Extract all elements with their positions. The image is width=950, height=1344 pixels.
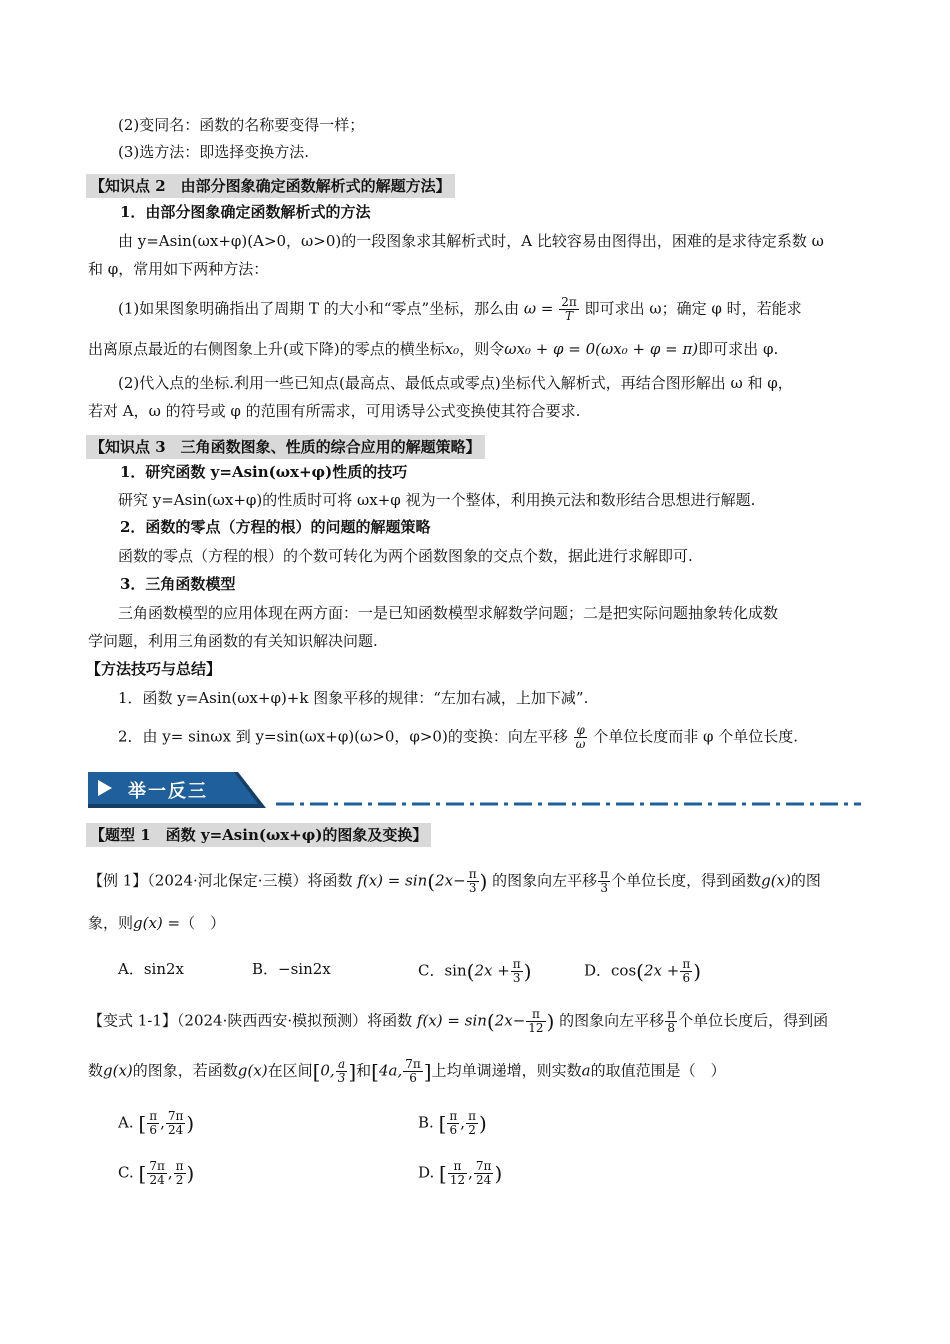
fraction [474,1160,494,1187]
question [88,1008,828,1035]
fraction [447,1110,459,1137]
denominator: 2 [468,1123,476,1137]
paren: ) [523,959,532,984]
text: 出离原点最近的右侧图象上升(或下降)的零点的横坐标 [88,340,445,358]
numerator: π [667,1007,676,1021]
paren: ) [693,959,702,984]
fraction [466,1110,478,1137]
option-b[interactable]: B．−sin2x [252,960,331,978]
paragraph: 三角函数模型的应用体现在两方面：一是已知函数模型求解数学问题；二是把实际问题抽象转化成数 [118,604,779,622]
text: 个单位长度而非 φ 个单位长度. [593,727,799,746]
numerator: π [468,1109,476,1123]
paren: ( [466,959,475,984]
text: 的图 [790,871,821,890]
paren: ) [479,869,488,894]
fraction [559,296,579,323]
denominator: 3 [468,881,477,895]
text: 在区间 [267,1061,313,1080]
text: 的取值范围是（ ） [590,1061,726,1080]
denominator: T [565,309,574,323]
bracket: [ [138,1161,147,1186]
fraction [665,1008,677,1035]
fraction [166,1110,186,1137]
math: 2x + [474,961,510,980]
denominator: 3 [600,881,608,895]
math: g(x) [761,871,791,890]
paragraph: 1．函数 y=Asin(ωx+φ)+k 图象平移的规律：“左加右减，上加下减”. [118,689,589,707]
text: 【变式 1-1】（2024·陕西西安·模拟预测）将函数 [88,1011,413,1030]
paren: ) [546,1009,555,1034]
fraction [526,1008,545,1035]
numerator: 7π [475,1159,492,1173]
text: C．sin [418,961,467,980]
numerator: π [448,1160,467,1174]
denominator: 3 [512,971,521,985]
numerator: π [468,867,477,881]
text: 和 [356,1061,372,1080]
numerator: π [449,1109,458,1123]
math: x₀ [444,340,460,358]
text-line: (3)选方法：即选择变换方法. [118,143,310,161]
option-a[interactable]: A. [ $\frac{\pi}{6}$ , $\frac{7\pi}{24}$ ) [118,1109,195,1137]
text-line: (2)变同名：函数的名称要变得一样； [118,116,365,134]
denominator: 6 [149,1123,157,1137]
fraction [336,1058,348,1085]
fraction [680,958,692,985]
denominator: 24 [476,1173,492,1187]
paragraph [118,296,802,323]
math: ω = [523,299,554,318]
text: 即可求出 φ. [698,340,779,358]
text: 象，则 [88,914,134,932]
math: 0, [320,1061,335,1080]
subheading: 1．研究函数 y=Asin(ωx+φ)性质的技巧 [120,463,408,481]
numerator: 7π [405,1057,421,1071]
math: 2x− [435,871,466,890]
math: f(x) = sin [416,1011,487,1030]
bracket: [ [371,1059,379,1084]
numerator: 2π [561,295,577,309]
numerator: π [175,1159,184,1173]
option-a[interactable]: A．sin2x [118,960,184,978]
math: ωx₀ + φ = 0(ωx₀ + φ = π) [504,340,699,358]
text: 的图象，若函数 [132,1061,238,1080]
paragraph: 研究 y=Asin(ωx+φ)的性质时可将 ωx+φ 视为一个整体，利用换元法和数形结合思想进行解题. [118,491,756,509]
numerator: π [512,957,521,971]
denominator: 12 [528,1021,544,1035]
fraction [147,1110,159,1137]
fraction [467,868,479,895]
question [88,868,821,895]
option-b[interactable]: B. [ $\frac{\pi}{6}$ , $\frac{\pi}{2}$ ) [418,1109,487,1137]
bracket: ] [348,1059,357,1084]
paren: ( [486,1009,495,1034]
denominator: 24 [149,1173,165,1187]
math: 4a, [378,1061,403,1080]
text: 数 [88,1061,104,1080]
option-d[interactable] [584,958,701,985]
math: a [581,1061,591,1080]
subheading: 3．三角函数模型 [120,575,236,593]
math: g(x) [103,1061,133,1080]
bracket: ) [494,1161,503,1186]
paragraph: 和 φ，常用如下两种方法： [88,260,269,278]
text: C. [118,1163,134,1182]
option-d[interactable]: D. [ $\frac{\pi}{12}$ , $\frac{7\pi}{24}$ ) [418,1159,503,1187]
paragraph: (2)代入点的坐标.利用一些已知点(最高点、最低点或零点)坐标代入解析式，再结合图形解出 ω 和 φ， [118,374,793,392]
question [88,912,225,934]
option-c[interactable]: C. [ $\frac{7\pi}{24}$ , $\frac{\pi}{2}$ ) [118,1159,195,1187]
denominator: ω [575,737,586,751]
paragraph: 若对 A，ω 的符号或 φ 的范围有所需求，可用诱导公式变换使其符合要求. [88,402,581,420]
numerator: a [336,1058,348,1072]
bracket: [ [312,1059,321,1084]
paragraph [88,338,778,360]
numerator: φ [574,724,588,738]
text: 即可求出 ω；确定 φ 时，若能求 [584,299,802,318]
numerator: π [149,1109,158,1123]
fraction [574,724,588,751]
math: 2x + [643,961,680,980]
denominator: 24 [168,1123,184,1137]
bracket: ) [478,1111,487,1136]
fraction [174,1160,186,1187]
paren: ( [427,869,436,894]
section-heading: 【题型 1 函数 y=Asin(ωx+φ)的图象及变换】 [86,823,431,847]
numerator: π [526,1008,545,1022]
banner-label: 举一反三 [128,781,208,802]
numerator: π [600,867,609,881]
text: A. [118,1113,134,1132]
section-heading: 【方法技巧与总结】 [86,660,222,678]
denominator: 6 [409,1071,417,1085]
text: (1)如果图象明确指出了周期 T 的大小和“零点”坐标，那么由 [118,299,520,318]
math: f(x) = sin [357,871,428,890]
bracket: ) [186,1111,195,1136]
math: g(x) = [133,914,181,932]
numerator: π [682,957,691,971]
paragraph: 学问题，利用三角函数的有关知识解决问题. [88,632,378,650]
question [88,1058,726,1085]
text: 的图象向左平移 [492,871,598,890]
fraction [147,1160,167,1187]
subheading: 1．由部分图象确定函数解析式的方法 [120,203,371,221]
denominator: 6 [682,971,691,985]
bracket: [ [439,1161,447,1186]
numerator: 7π [149,1159,165,1173]
text: 个单位长度后，得到函 [678,1011,829,1030]
denominator: 8 [667,1021,675,1035]
denominator: 6 [449,1123,458,1137]
fraction [511,958,523,985]
math: 2x− [494,1011,526,1030]
bracket: [ [438,1111,447,1136]
fraction [598,868,610,895]
text: （ ） [180,914,226,932]
text: D. [418,1163,435,1182]
text: B. [418,1113,434,1132]
paragraph [118,724,798,751]
numerator: 7π [167,1109,184,1123]
subheading: 2．函数的零点（方程的根）的问题的解题策略 [120,518,431,536]
text: 【例 1】（2024·河北保定·三模）将函数 [88,871,353,890]
denominator: 3 [337,1071,346,1085]
bracket: [ [138,1111,147,1136]
paragraph: 由 y=Asin(ωx+φ)(A>0，ω>0)的一段图象求其解析式时，A 比较容易由图得出，困难的是求待定系数 ω [118,232,824,250]
denominator: 2 [175,1173,184,1187]
math: g(x) [237,1061,268,1080]
denominator: 12 [449,1173,466,1187]
text: 个单位长度，得到函数 [611,871,762,890]
bracket: ] [423,1059,432,1084]
text: D．cos [584,961,637,980]
dash-divider [276,800,861,808]
text: 2．由 y= sinωx 到 y=sin(ωx+φ)(ω>0，φ>0)的变换：向左平移 [118,727,568,746]
text: ，则令 [459,340,505,358]
paren: ( [636,959,644,984]
section-heading: 【知识点 3 三角函数图象、性质的综合应用的解题策略】 [86,435,485,459]
paragraph: 函数的零点（方程的根）的个数可转化为两个函数图象的交点个数，据此进行求解即可. [118,547,693,565]
fraction [448,1160,467,1187]
fraction [403,1058,423,1085]
text: 的图象向左平移 [559,1011,665,1030]
option-c[interactable] [418,958,532,985]
text: 上均单调递增，则实数 [431,1061,582,1080]
bracket: ) [186,1161,195,1186]
section-heading: 【知识点 2 由部分图象确定函数解析式的解题方法】 [86,174,455,198]
